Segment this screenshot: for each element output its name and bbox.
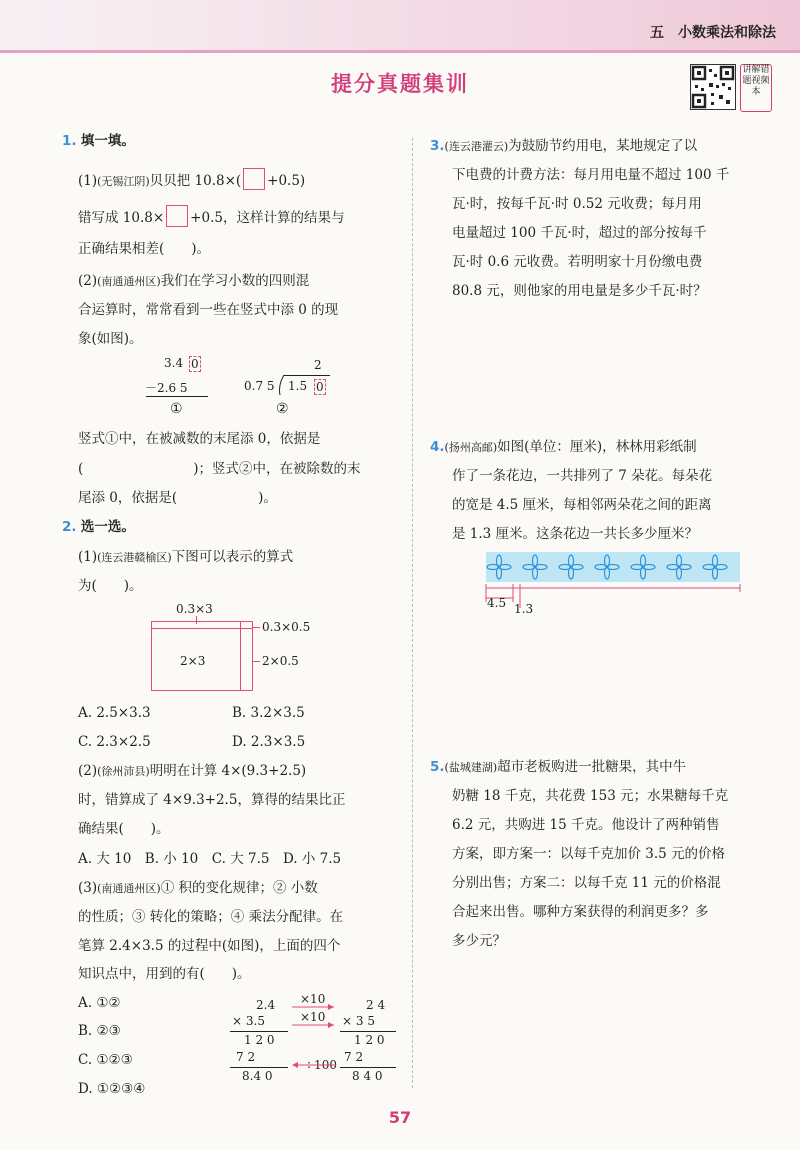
q1-p1-index: (1) — [78, 173, 98, 189]
answer-box[interactable] — [243, 168, 265, 190]
rect-right-tick2 — [252, 661, 260, 662]
fig1-added-zero: 0 — [191, 357, 199, 371]
q1-question-line2 — [78, 460, 361, 478]
rect-col-line — [240, 621, 241, 691]
q1-heading — [62, 132, 135, 150]
q5-line7: 多少元？ — [452, 933, 506, 949]
q1-p1-text-b: +0.5) — [267, 173, 306, 189]
calc-arrows — [290, 1005, 340, 1075]
q2-p2-line3: 确结果( )。 — [78, 821, 170, 837]
q1-p2-text: 我们在学习小数的四则混 — [160, 273, 310, 289]
calc-arrow3-label: ÷100 — [304, 1058, 337, 1072]
q2-p3-source: (南通通州区) — [97, 882, 161, 895]
q3-source: (连云港灌云) — [444, 140, 509, 153]
q5-line1 — [430, 758, 686, 777]
qr-code-icon[interactable] — [690, 64, 736, 110]
q2-p1-option-d[interactable]: D. 2.3×3.5 — [232, 734, 306, 750]
q4-line4: 是 1.3 厘米。这条花边一共长多少厘米？ — [452, 526, 699, 542]
q5-line4: 方案，即方案一：以每千克加价 3.5 元的价格 — [452, 846, 726, 862]
q3-line4: 电量超过 100 千瓦·时，超过的部分按每千 — [452, 225, 707, 241]
calc-arrow2-label: ×10 — [300, 1010, 326, 1024]
rect-strip-line — [151, 628, 252, 629]
calc-a-line1: 2.4 — [256, 998, 276, 1012]
q2-heading — [62, 518, 135, 536]
calc-arrow1-label: ×10 — [300, 992, 326, 1006]
q2-p1-line2: 为( )。 — [78, 578, 143, 594]
calc-b-rule2 — [340, 1067, 396, 1068]
q2-title: 选一选。 — [80, 519, 135, 535]
q2-p2-index: (2) — [78, 763, 98, 779]
q2-p3-option-d[interactable]: D. ①②③④ — [78, 1081, 146, 1097]
calc-a-rule2 — [230, 1067, 288, 1068]
calc-a-rule1 — [230, 1031, 288, 1032]
q1-p1-text-a: 贝贝把 10.8×( — [149, 173, 242, 189]
q2-p3-option-b[interactable]: B. ②③ — [78, 1023, 121, 1039]
q2-p2-source: (徐州沛县) — [97, 765, 150, 778]
q2-p3-option-a[interactable]: A. ①② — [78, 995, 121, 1011]
calc-a-line5: 8.4 0 — [242, 1069, 273, 1083]
q4-source: (扬州高邮) — [444, 441, 498, 454]
q5-line3: 6.2 元，共购进 15 千克。他设计了两种销售 — [452, 817, 720, 833]
chapter-title: 五 小数乘法和除法 — [650, 25, 776, 41]
q1-p1-line2 — [78, 205, 344, 227]
rect-right-top-label: 0.3×0.5 — [262, 620, 311, 634]
q2-p2-options[interactable]: A. 大 10 B. 小 10 C. 大 7.5 D. 小 7.5 — [78, 851, 342, 867]
q4-text: 如图(单位：厘米)，林林用彩纸制 — [497, 439, 697, 455]
q2-p3-text: ① 积的变化规律；② 小数 — [160, 880, 318, 896]
q3-line2: 下电费的计费方法：每月用电量不超过 100 千 — [452, 167, 730, 183]
q1-number: 1. — [62, 133, 77, 149]
fig1-minuend: 3.4 — [164, 356, 184, 370]
q2-p1-index: (1) — [78, 549, 98, 565]
q2-p1-option-a[interactable]: A. 2.5×3.3 — [78, 705, 151, 721]
column-divider — [412, 138, 413, 1088]
q4-line1 — [430, 438, 697, 457]
q1-p1-line1 — [78, 168, 305, 191]
calc-b-line4: 7 2 — [344, 1050, 364, 1064]
fig2-bar — [284, 375, 330, 376]
q2-p3-option-c[interactable]: C. ①②③ — [78, 1052, 133, 1068]
answer-box[interactable] — [166, 205, 188, 227]
calc-a-line3: 1 2 0 — [244, 1033, 275, 1047]
q4-dim-width: 4.5 — [487, 596, 507, 610]
fig1-circled-label: ① — [170, 401, 183, 417]
header-rule — [0, 50, 800, 53]
q3-number: 3. — [430, 138, 445, 154]
fig2-added-zero: 0 — [316, 380, 324, 394]
q5-number: 5. — [430, 759, 445, 775]
q2-p3-index: (3) — [78, 880, 98, 896]
fig1-rule — [146, 396, 208, 397]
q1-p2-source: (南通通州区) — [97, 275, 161, 288]
q1-question-line1: 竖式①中，在被减数的末尾添 0，依据是 — [78, 431, 321, 447]
fig2-quotient: 2 — [314, 358, 322, 372]
fig2-dividend: 1.5 — [288, 379, 308, 393]
qr-video-label: 讲解错题视频本 — [740, 64, 772, 112]
q2-p3-line3: 笔算 2.4×3.5 的过程中(如图)，上面的四个 — [78, 938, 341, 954]
q1-p1-source: (无锡江阴) — [97, 175, 150, 188]
q3-line6: 80.8 元，则他家的用电量是多少千瓦·时？ — [452, 283, 707, 299]
q2-p3-line1 — [78, 879, 318, 898]
section-title: 提分真题集训 — [331, 72, 469, 96]
q2-p1-option-b[interactable]: B. 3.2×3.5 — [232, 705, 305, 721]
q2-p3-line2: 的性质；③ 转化的策略；④ 乘法分配律。在 — [78, 909, 344, 925]
calc-a-line4: 7 2 — [236, 1050, 256, 1064]
rect-right-tick1 — [252, 627, 260, 628]
flower-strip — [486, 552, 740, 582]
q1-answer-open: ( — [78, 461, 84, 477]
q2-p2-line2: 时，错算成了 4×9.3+2.5，算得的结果比正 — [78, 792, 346, 808]
q3-line3: 瓦·时，按每千瓦·时 0.52 元收费；每月用 — [452, 196, 702, 212]
q3-line1 — [430, 137, 697, 156]
q1-p2-line3: 象(如图)。 — [78, 331, 143, 347]
fig2-bracket — [278, 375, 286, 395]
q5-line2: 奶糖 18 千克，共花费 153 元；水果糖每千克 — [452, 788, 729, 804]
q1-p1-text-c: 错写成 10.8× — [78, 210, 165, 226]
q5-line6: 合起来出售。哪种方案获得的利润更多？多 — [452, 904, 709, 920]
rect-center-label: 2×3 — [180, 654, 206, 668]
q1-title: 填一填。 — [80, 133, 135, 149]
q1-p2-index: (2) — [78, 273, 98, 289]
calc-b-line3: 1 2 0 — [354, 1033, 385, 1047]
calc-b-line2: × 3 5 — [342, 1014, 375, 1028]
q3-line5: 瓦·时 0.6 元收费。若明明家十月份缴电费 — [452, 254, 703, 270]
calc-b-rule1 — [340, 1031, 396, 1032]
q2-p2-text: 明明在计算 4×(9.3+2.5) — [149, 763, 307, 779]
fig2-divisor: 0.7 5 — [244, 379, 275, 393]
q2-p1-line1 — [78, 548, 293, 567]
q1-p1-line3: 正确结果相差( )。 — [78, 241, 211, 257]
calc-a-line2: × 3.5 — [232, 1014, 265, 1028]
q2-p2-line1 — [78, 762, 306, 781]
q2-number: 2. — [62, 519, 77, 535]
q4-line2: 作了一条花边，一共排列了 7 朵花。每朵花 — [452, 468, 713, 484]
q2-p1-text: 下图可以表示的算式 — [171, 549, 294, 565]
q4-line3: 的宽是 4.5 厘米，每相邻两朵花之间的距离 — [452, 497, 712, 513]
q1-p2-line2: 合运算时，常常看到一些在竖式中添 0 的现 — [78, 302, 339, 318]
q5-line5: 分别出售；方案二：以每千克 11 元的价格混 — [452, 875, 721, 891]
page-number: 57 — [388, 1108, 412, 1127]
q2-p1-option-c[interactable]: C. 2.3×2.5 — [78, 734, 151, 750]
rect-top-label: 0.3×3 — [176, 602, 213, 616]
fig1-subtrahend: －2.6 5 — [145, 381, 188, 395]
q3-text: 为鼓励节约用电，某地规定了以 — [508, 138, 698, 154]
q1-question-text: )；竖式②中，在被除数的末 — [193, 461, 361, 477]
calc-b-line1: 2 4 — [366, 998, 386, 1012]
q5-text: 超市老板购进一批糖果，其中牛 — [497, 759, 687, 775]
q2-p1-source: (连云港赣榆区) — [97, 551, 172, 564]
q1-p1-text-d: +0.5，这样计算的结果与 — [190, 210, 345, 226]
fig2-circled-label: ② — [276, 401, 289, 417]
q1-question-line3: 尾添 0，依据是( )。 — [78, 490, 277, 506]
calc-b-line5: 8 4 0 — [352, 1069, 383, 1083]
q1-p2-line1 — [78, 272, 309, 291]
rect-right-mid-label: 2×0.5 — [262, 654, 299, 668]
q5-source: (盐城建湖) — [444, 761, 498, 774]
q4-dim-gap: 1.3 — [514, 602, 534, 616]
q4-number: 4. — [430, 439, 445, 455]
q2-p3-line4: 知识点中，用到的有( )。 — [78, 966, 251, 982]
